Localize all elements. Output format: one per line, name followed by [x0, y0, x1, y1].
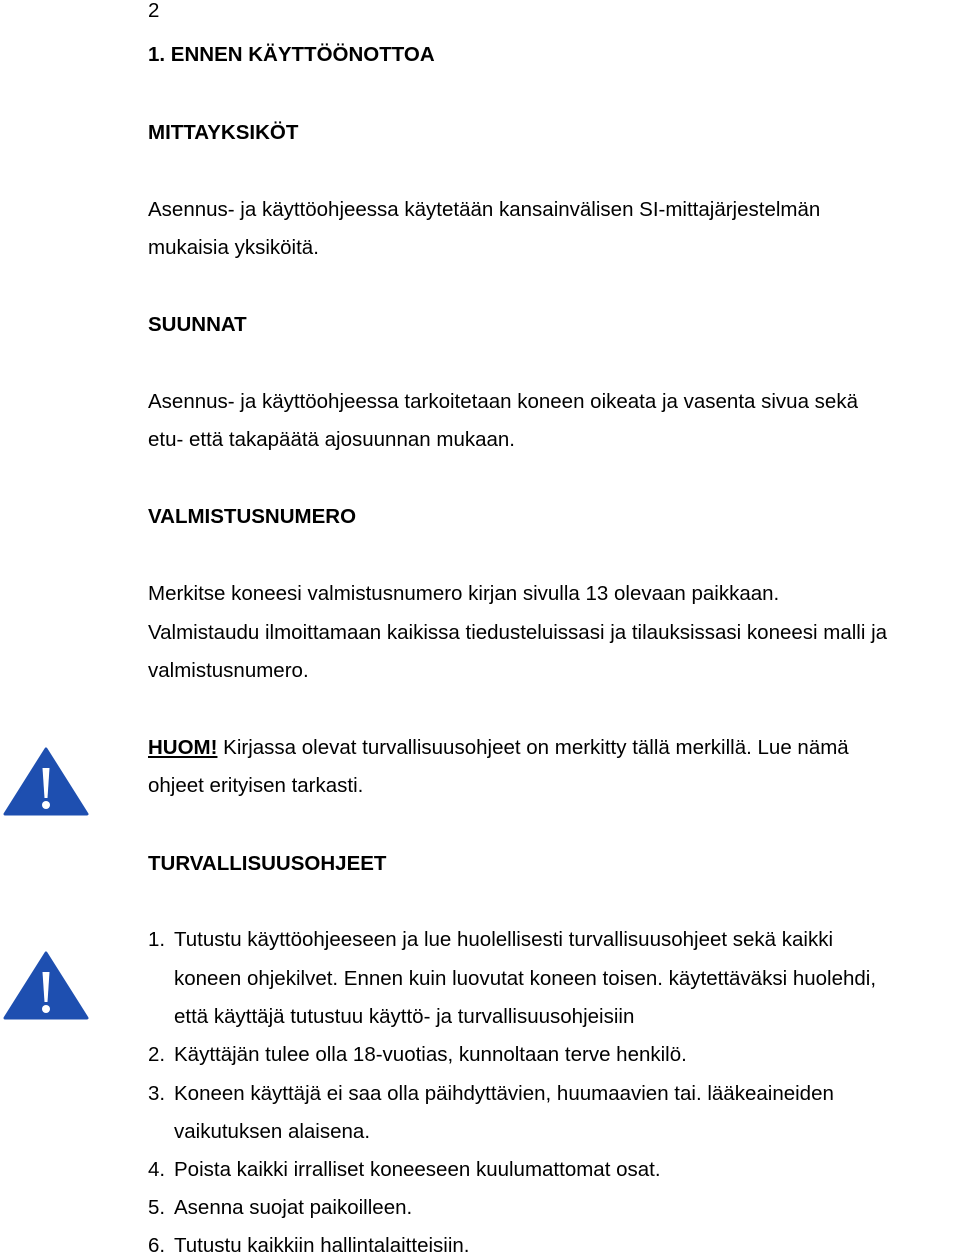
directions-line-1: Asennus- ja käyttöohjeessa tarkoitetaan koneen oikeata ja vasenta sivua sekä — [148, 390, 858, 413]
item-number: 6. — [148, 1234, 166, 1257]
units-line-1: Asennus- ja käyttöohjeessa käytetään kansainvälisen SI-mittajärjestelmän — [148, 198, 821, 221]
safety-item-4 — [148, 1157, 661, 1183]
serial-line-3: valmistusnumero. — [148, 659, 309, 682]
page-number: 2 — [148, 0, 160, 22]
directions-heading: SUUNNAT — [148, 313, 247, 336]
section-title: 1. ENNEN KÄYTTÖÖNOTTOA — [148, 43, 435, 66]
item-number: 4. — [148, 1158, 166, 1181]
safety-item-1-line-2: koneen ohjekilvet. Ennen kuin luovutat koneen toisen. käytettäväksi huolehdi, — [174, 967, 877, 990]
item-number: 2. — [148, 1043, 166, 1066]
item-number: 5. — [148, 1196, 166, 1219]
safety-item-3-line-2: vaikutuksen alaisena. — [174, 1120, 371, 1143]
item-number: 1. — [148, 928, 166, 951]
safety-item-1 — [148, 927, 833, 953]
item-text: Tutustu käyttöohjeeseen ja lue huolellisesti turvallisuusohjeet sekä kaikki — [174, 928, 834, 951]
units-heading: MITTAYKSIKÖT — [148, 121, 299, 144]
item-text: Käyttäjän tulee olla 18-vuotias, kunnoltaan terve henkilö. — [174, 1043, 687, 1066]
units-line-2: mukaisia yksiköitä. — [148, 236, 319, 259]
item-text: Poista kaikki irralliset koneeseen kuulumattomat osat. — [174, 1158, 661, 1181]
item-number: 3. — [148, 1082, 166, 1105]
directions-line-2: etu- että takapäätä ajosuunnan mukaan. — [148, 428, 515, 451]
serial-line-2: Valmistaudu ilmoittamaan kaikissa tiedusteluissasi ja tilauksissasi koneesi malli ja — [148, 621, 888, 644]
note-label: HUOM! — [148, 736, 218, 759]
warning-triangle-icon — [3, 746, 89, 816]
note-line-2: ohjeet erityisen tarkasti. — [148, 774, 364, 797]
serial-line-1: Merkitse koneesi valmistusnumero kirjan sivulla 13 olevaan paikkaan. — [148, 582, 780, 605]
note-text: Kirjassa olevat turvallisuusohjeet on merkitty tällä merkillä. Lue nämä — [217, 736, 849, 759]
item-text: Asenna suojat paikoilleen. — [174, 1196, 413, 1219]
note-line-1 — [148, 735, 849, 761]
safety-item-1-line-3: että käyttäjä tutustuu käyttö- ja turvallisuusohjeisiin — [174, 1005, 635, 1028]
safety-item-3 — [148, 1081, 834, 1107]
item-text: Tutustu kaikkiin hallintalaitteisiin. — [174, 1234, 470, 1257]
safety-heading: TURVALLISUUSOHJEET — [148, 852, 387, 875]
serial-heading: VALMISTUSNUMERO — [148, 505, 357, 528]
warning-triangle-icon — [3, 950, 89, 1020]
safety-item-5 — [148, 1195, 412, 1221]
item-text: Koneen käyttäjä ei saa olla päihdyttävien, huumaavien tai. lääkeaineiden — [174, 1082, 834, 1105]
safety-item-2 — [148, 1042, 687, 1068]
